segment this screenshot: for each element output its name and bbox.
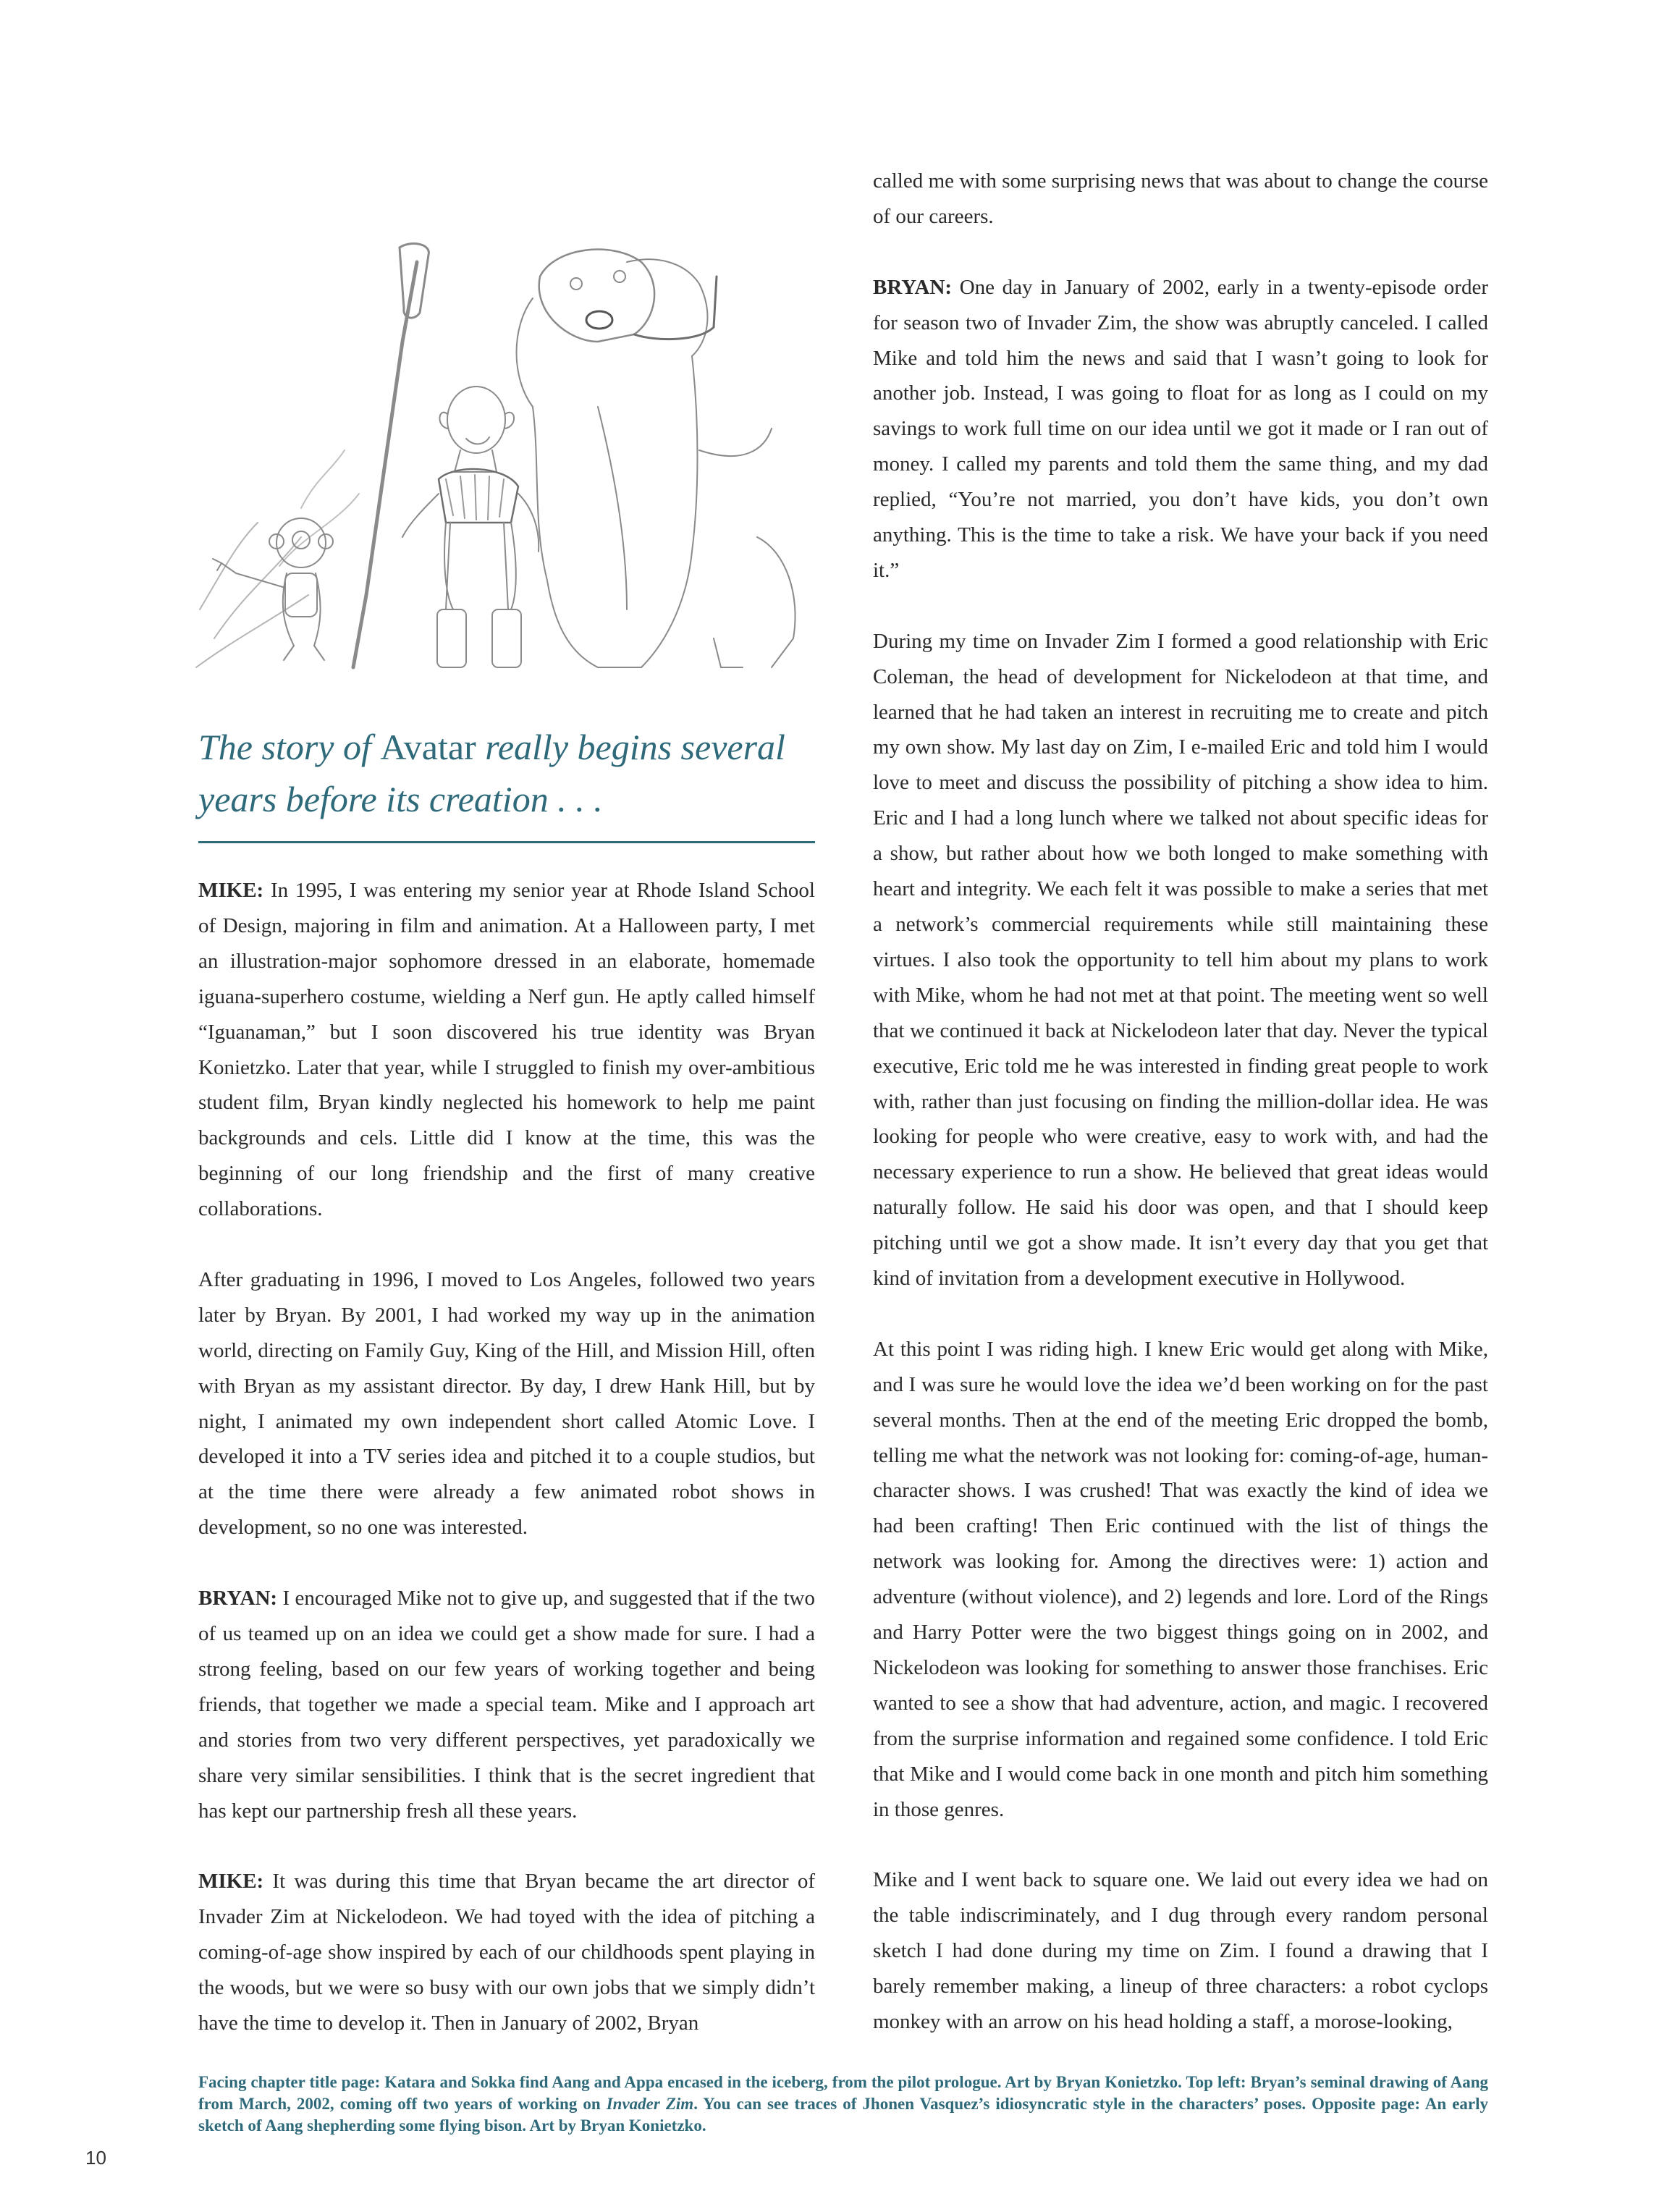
pull-quote-text-1: The story of (198, 727, 381, 767)
sketch-illustration (193, 233, 830, 691)
paragraph (198, 1262, 815, 1545)
paragraph-text: It was during this time that Bryan became the art director of Invader Zim at Nickelodeon. We had toyed with the idea of pitching a coming-of-age show inspired by each of our childhoods spent playing in the woods, but we were so busy with our own jobs that we simply didn’t have the time to develop it. Then in January of 2002, Bryan (198, 1870, 815, 2035)
paragraph (873, 1332, 1488, 1828)
paragraph (873, 1862, 1488, 2040)
paragraph (873, 164, 1488, 235)
paragraph-text: Mike and I went back to square one. We laid out every idea we had on the table indiscriminately, and I dug through every random personal sketch I had done during my time on Zim. I found a drawing that I barely remember making, a lineup of three characters: a robot cyclops monkey with an arrow on his head holding a staff, a morose-looking, (873, 1868, 1488, 2034)
paragraph-text: One day in January of 2002, early in a twenty-episode order for season two of Invader Zim, the show was abruptly canceled. I called Mike and told him the news and said that I wasn’t going to look for another job. Instead, I was going to float for as long as I could on my savings to work full time on our idea until we got it made or I ran out of money. I called my parents and told them the same thing, and my dad replied, “You’re not married, you don’t have kids, you don’t own anything. This is the time to take a risk. We have your back if you need it.” (873, 275, 1488, 582)
paragraph (198, 1581, 815, 1828)
speaker-label: BRYAN: (198, 1587, 278, 1611)
pull-quote (198, 721, 815, 843)
paragraph-text: called me with some surprising news that was about to change the course of our careers. (873, 169, 1488, 228)
paragraph-text: I encouraged Mike not to give up, and suggested that if the two of us teamed up on an idea we could get a show made for sure. I had a strong feeling, based on our few years of working together and being friends, that together we made a special team. Mike and I approach art and stories from two very different perspectives, yet paradoxically we share very similar sensibilities. I think that is the secret ingredient that has kept our partnership fresh all these years. (198, 1587, 815, 1823)
figure-caption (198, 2072, 1488, 2137)
paragraph (198, 1864, 815, 2041)
caption-text-2: . You can see traces of Jhonen Vasquez’s idiosyncratic style in the characters’ poses. Opposite page: An early sketch of Aang shepherding some flying bison. Art by Bryan Konietzko. (198, 2095, 1489, 2135)
page-number: 10 (85, 2147, 106, 2169)
pull-quote-text-2: really begins several years before its creation . . . (198, 727, 785, 819)
right-column (873, 164, 1488, 2040)
speaker-label: MIKE: (198, 879, 264, 902)
paragraph-text: During my time on Invader Zim I formed a good relationship with Eric Coleman, the head of development for Nickelodeon at that time, and learned that he had taken an interest in recruiting me to create and pitch my own show. My last day on Zim, I e-mailed Eric and told him I would love to meet and discuss the possibility of pitching a show idea to him. Eric and I had a long lunch where we talked not about specific ideas for a show, but rather about how we both longed to make something with heart and integrity. We each felt it was possible to make a series that met a network’s commercial requirements while still maintaining these virtues. I also took the opportunity to tell him about my plans to work with Mike, whom he had not met at that point. The meeting went so well that we continued it back at Nickelodeon later that day. Never the typical executive, Eric told me he was interested in finding great people to work with, rather than just focusing on finding the million-dollar idea. He was looking for people who were creative, easy to work with, and had the necessary experience to run a show. He believed that great ideas would naturally follow. He said his door was open, and that I should keep pitching until we got a show made. It isn’t every day that you get that kind of invitation from a development executive in Hollywood. (873, 629, 1488, 1291)
paragraph-text: In 1995, I was entering my senior year at Rhode Island School of Design, majoring in film and animation. At a Halloween party, I met an illustration-major sophomore dressed in an elaborate, homemade iguana-superhero costume, wielding a Nerf gun. He aptly called himself “Iguanaman,” but I soon discovered his true identity was Bryan Konietzko. Later that year, while I struggled to finish my over-ambitious student film, Bryan kindly neglected his homework to help me paint backgrounds and cels. Little did I know at the time, this was the beginning of our long friendship and the first of many creative collaborations. (198, 879, 815, 1221)
speaker-label: MIKE: (198, 1870, 264, 1894)
speaker-label: BRYAN: (873, 275, 953, 299)
paragraph-text: At this point I was riding high. I knew Eric would get along with Mike, and I was sure he would love the idea we’d been working on for the past several months. Then at the end of the meeting Eric dropped the bomb, telling me what the network was not looking for: coming-of-age, human-character shows. I was crushed! That was exactly the kind of idea we had been crafting! Then Eric continued with the list of things the network was looking for. Among the directives were: 1) action and adventure (without violence), and 2) legends and lore. Lord of the Rings and Harry Potter were the two biggest things going on in 2002, and Nickelodeon was looking for something to answer those franchises. Eric wanted to see a show that had adventure, action, and magic. I recovered from the surprise information and regained some confidence. I told Eric that Mike and I would come back in one month and pitch him something in those genres. (873, 1337, 1488, 1821)
paragraph-text: After graduating in 1996, I moved to Los Angeles, followed two years later by Bryan. By 2001, I had worked my way up in the animation world, directing on Family Guy, King of the Hill, and Mission Hill, often with Bryan as my assistant director. By day, I drew Hank Hill, but by night, I animated my own independent short called Atomic Love. I developed it into a TV series idea and pitched it to a couple studios, but at the time there were already a few animated robot shows in development, so no one was interested. (198, 1267, 815, 1540)
left-column (198, 873, 815, 2041)
pull-quote-title: Avatar (380, 727, 476, 767)
paragraph (873, 624, 1488, 1296)
paragraph (198, 873, 815, 1227)
caption-title: Invader Zim (606, 2095, 694, 2113)
caption-text-1: Facing chapter title page: Katara and Sokka find Aang and Appa encased in the iceberg, from the pilot prologue. Art by Bryan Konietzko. Top left: Bryan’s seminal drawing of Aang from March, 2002, coming off two years of working on (198, 2073, 1488, 2113)
aang-head (447, 387, 505, 453)
paragraph (873, 270, 1488, 588)
pull-quote-block (198, 721, 815, 843)
